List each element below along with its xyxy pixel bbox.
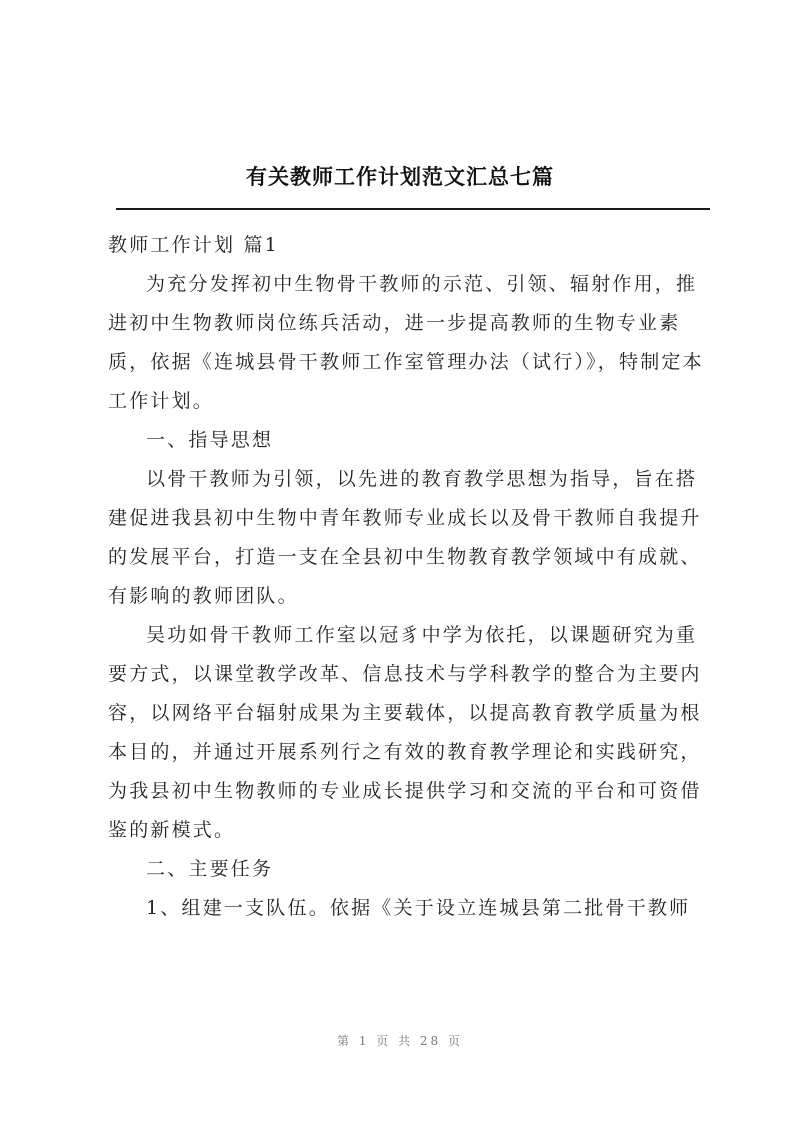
heading-guiding-ideology: 一、指导思想 <box>146 429 274 451</box>
paragraph-guiding-ideology: 以骨干教师为引领，以先进的教育教学思想为指导，旨在搭建促进我县初中生物中青年教师专业成长以及骨干教师自我提升的发展平台，打造一支在全县初中生物教育教学领域中有成就、有影响的教师团队。 <box>108 468 702 607</box>
section-heading: 教师工作计划 篇1 <box>108 234 279 256</box>
paragraph-task-1: 1、组建一支队伍。依据《关于设立连城县第二批骨干教师 <box>146 897 691 919</box>
page-number-footer: 第 1 页 共 28 页 <box>337 1034 463 1048</box>
document-title: 有关教师工作计划范文汇总七篇 <box>246 164 554 189</box>
paragraph-intro: 为充分发挥初中生物骨干教师的示范、引领、辐射作用，推进初中生物教师岗位练兵活动，进一步提高教师的生物专业素质，依据《连城县骨干教师工作室管理办法（试行）》，特制定本工作计划。 <box>108 273 704 412</box>
paragraph-studio: 吴功如骨干教师工作室以冠豸中学为依托，以课题研究为重要方式，以课堂教学改革、信息技术与学科教学的整合为主要内容，以网络平台辐射成果为主要载体，以提高教育教学质量为根本目的，并通过开展系列行之有效的教育教学理论和实践研究，为我县初中生物教师的专业成长提供学习和交流的平台和可资借鉴的新模式。 <box>108 624 702 841</box>
document-body <box>108 226 708 928</box>
heading-main-tasks: 二、主要任务 <box>146 858 274 880</box>
title-divider <box>116 208 710 210</box>
